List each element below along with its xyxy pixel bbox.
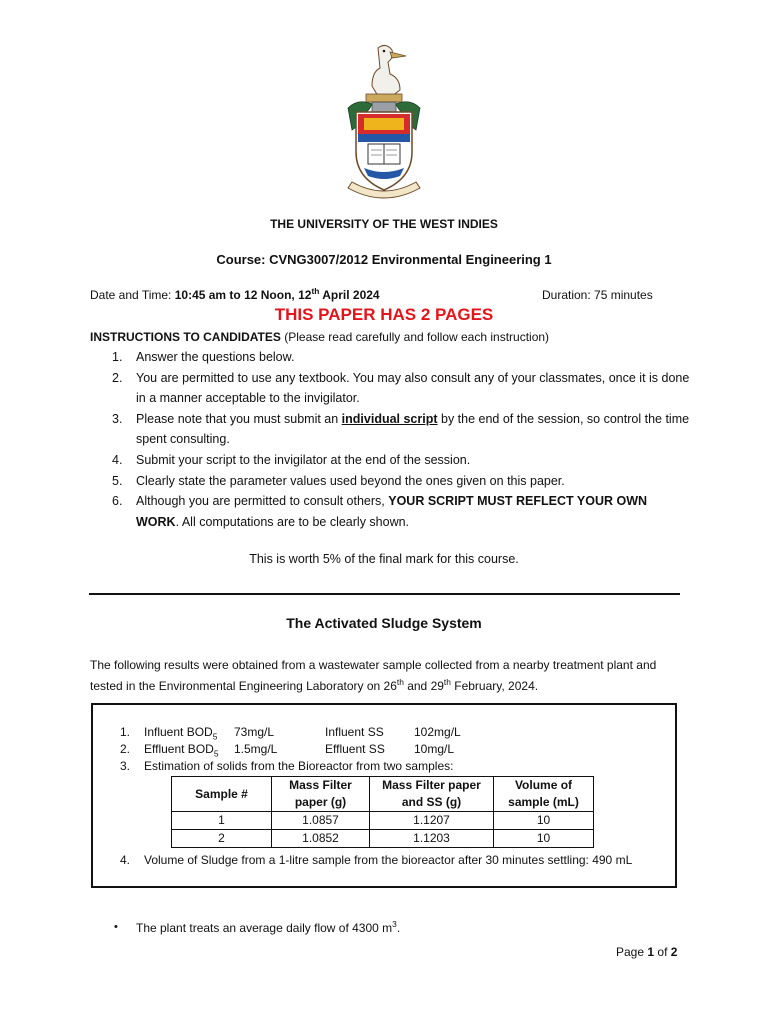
section-intro	[90, 655, 690, 696]
datetime-value: 10:45 am to 12 Noon, 12	[174, 288, 312, 302]
table-cell: 1	[172, 812, 272, 830]
column-header-mass-filter: Mass Filter paper (g)	[272, 777, 370, 812]
influent-ss-value: 102mg/L	[414, 725, 461, 739]
instruction-text: You are permitted to use any textbook. You may also consult any of your classmates, once it is done in a manner acceptable to the invigilator.	[136, 370, 690, 406]
table-row	[172, 830, 594, 848]
page-of: of	[657, 945, 668, 959]
data-line-number: 4.	[120, 853, 131, 867]
solids-estimation-text: Estimation of solids from the Bioreactor from two samples:	[144, 759, 454, 773]
daily-flow-note: The plant treats an average daily flow of 4300 $m^3$.	[136, 919, 401, 935]
table-cell: 2	[172, 830, 272, 848]
effluent-bod-value: 1.5mg/L	[234, 742, 278, 756]
effluent-bod-label: Effluent $BOD_5$	[144, 742, 219, 759]
table-cell: 1.1203	[370, 830, 494, 848]
effluent-ss-label: Effluent SS	[325, 742, 385, 756]
instruction-item	[112, 347, 692, 368]
instructions-list	[112, 347, 692, 532]
sludge-volume-text: Volume of Sludge from a 1-litre sample from the bioreactor after 30 minutes settling: 490 mL	[144, 853, 633, 867]
table-header-row	[172, 777, 594, 812]
instruction-text-post: by the end of the session, so control the time spent consulting.	[136, 411, 690, 447]
instruction-emphasis: individual script	[341, 411, 438, 426]
datetime-label: Date and Time:	[90, 288, 172, 302]
column-header-sample: Sample #	[172, 777, 272, 812]
page-number	[616, 945, 677, 959]
instruction-item	[112, 491, 692, 532]
influent-ss-label: Influent SS	[325, 725, 384, 739]
data-line-number: 1.	[120, 725, 131, 739]
instruction-emphasis: YOUR SCRIPT MUST REFLECT YOUR OWN WORK	[136, 494, 648, 529]
table-cell: 1.1207	[370, 812, 494, 830]
table-row	[172, 812, 594, 830]
instructions-heading-title: INSTRUCTIONS TO CANDIDATES	[90, 330, 281, 344]
intro-text-a: The following results were obtained from a wastewater sample collected from a nearby treatment plant and tested in the Environmental Engineering Laboratory on 26	[90, 658, 657, 693]
table-cell: 10	[494, 812, 594, 830]
instruction-text: Answer the questions below.	[136, 350, 295, 364]
exam-duration: Duration: 75 minutes	[542, 288, 653, 302]
instruction-number: 3.	[112, 411, 123, 426]
instructions-heading	[90, 330, 549, 344]
data-line-number: 3.	[120, 759, 131, 773]
instruction-text-pre: Please note that you must submit an	[136, 411, 342, 426]
datetime-suffix: th	[311, 286, 320, 296]
instruction-number: 4.	[112, 452, 123, 467]
intro-text-c: February, 2024.	[450, 678, 539, 693]
instruction-number: 5.	[112, 473, 123, 488]
datetime-value-month: April 2024	[322, 288, 380, 302]
instructions-heading-note: (Please read carefully and follow each instruction)	[284, 330, 550, 344]
table-cell: 1.0852	[272, 830, 370, 848]
instruction-text: Submit your script to the invigilator at the end of the session.	[136, 452, 471, 467]
course-title: Course: CVNG3007/2012 Environmental Engineering 1	[216, 252, 552, 267]
university-crest-logo	[338, 42, 430, 200]
intro-sup-1: th	[396, 676, 404, 687]
data-line-number: 2.	[120, 742, 131, 756]
instruction-number: 6.	[112, 494, 123, 509]
influent-bod-label: Influent $BOD_5$	[144, 725, 218, 742]
marks-worth-note: This is worth 5% of the final mark for this course.	[249, 552, 519, 566]
instruction-text: Clearly state the parameter values used beyond the ones given on this paper.	[136, 473, 565, 488]
intro-text-b: and 29	[403, 678, 444, 693]
table-cell: 10	[494, 830, 594, 848]
page-current: 1	[647, 945, 655, 959]
page-label: Page	[616, 945, 645, 959]
instruction-number: 1.	[112, 350, 123, 364]
page-total: 2	[670, 945, 678, 959]
influent-bod-value: 73mg/L	[234, 725, 275, 739]
instruction-item	[112, 409, 692, 450]
column-header-volume: Volume of sample (mL)	[494, 777, 594, 812]
instruction-item	[112, 368, 692, 409]
solids-table	[171, 776, 594, 848]
intro-sup-2: th	[443, 676, 451, 687]
exam-date-time	[90, 288, 380, 302]
section-divider	[89, 593, 680, 595]
instruction-item	[112, 471, 692, 492]
effluent-ss-value: 10mg/L	[414, 742, 455, 756]
instruction-item	[112, 450, 692, 471]
instruction-number: 2.	[112, 370, 123, 385]
column-header-mass-filter-ss: Mass Filter paper and SS (g)	[370, 777, 494, 812]
table-cell: 1.0857	[272, 812, 370, 830]
university-name: THE UNIVERSITY OF THE WEST INDIES	[270, 217, 498, 231]
pages-notice: THIS PAPER HAS 2 PAGES	[274, 305, 494, 324]
section-title: The Activated Sludge System	[286, 615, 482, 631]
instruction-text-post: . All computations are to be clearly shown.	[175, 514, 410, 529]
instruction-text-pre: Although you are permitted to consult others,	[136, 494, 389, 509]
bullet-point: •	[114, 921, 118, 933]
